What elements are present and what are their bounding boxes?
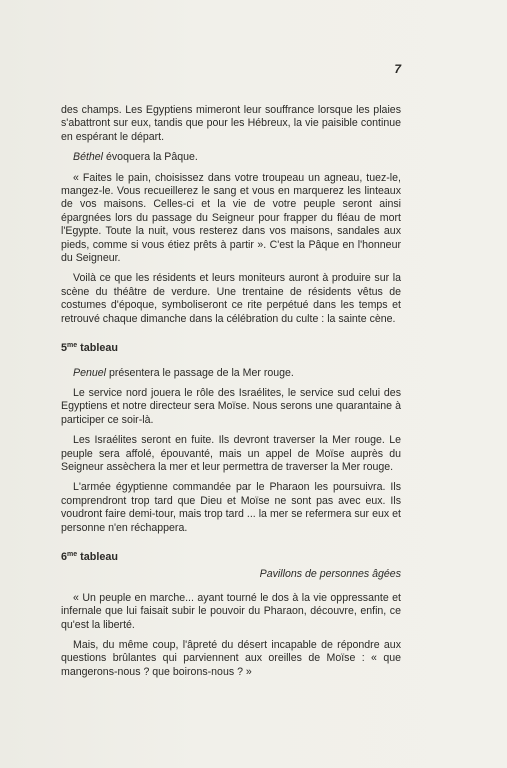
paragraph-text: présentera le passage de la Mer rouge. [106, 366, 294, 379]
section-subtitle: Pavillons de personnes âgées [259, 568, 401, 581]
paragraph: « Faites le pain, choisissez dans votre troupeau un agneau, tuez-le, mangez-le. Vous recueillerez le sang et vous en marquerez les linteaux de vos maisons. Celles-ci et la vie de votre peuple seront ainsi épargnées lors du passage du Seigneur pour frapper du fléau de mort l'Egypte. Toute la nuit, vous resterez dans vos maisons, sandales aux pieds, comme si vous étiez prêts à partir ». C'est la Pâque en l'honneur du Seigneur. [61, 171, 401, 265]
heading-ordinal: me [67, 342, 78, 350]
heading-number: 6 [61, 550, 68, 563]
section-heading-5 [61, 339, 401, 355]
heading-ordinal: me [67, 550, 78, 558]
heading-word: tableau [77, 550, 118, 563]
paragraph: Les Israélites seront en fuite. Ils devront traverser la Mer rouge. Le peuple sera affolé, épouvanté, mais un appel de Moïse auprès du Seigneur assèchera la mer et leur permettra de traverser la Mer rouge. [61, 434, 401, 473]
paragraph: Voilà ce que les résidents et leurs moniteurs auront à produire sur la scène du théâtre de verdure. Une trentaine de résidents vêtus de costumes d'époque, symboliseront ce rite perpétué dans les temps et retrouvé chaque dimanche dans la célébration du culte : la sainte cène. [61, 272, 401, 325]
page-number: 7 [394, 62, 401, 76]
heading-number: 5 [61, 342, 68, 355]
place-name: Penuel [73, 366, 106, 379]
paragraph: Le service nord jouera le rôle des Israélites, le service sud celui des Egyptiens et notre directeur sera Moïse. Nous serons une quarantaine à participer ce soir-là. [61, 386, 401, 426]
paragraph-text: évoquera la Pâque. [103, 151, 198, 164]
section-heading-6 [61, 548, 401, 564]
body-text [61, 104, 401, 686]
paragraph: des champs. Les Egyptiens mimeront leur souffrance lorsque les plaies s'abattront sur eux, tandis que pour les Hébreux, la vie paisible continue en espérant le départ. [61, 104, 401, 143]
paragraph: L'armée égyptienne commandée par le Pharaon les poursuivra. Ils comprendront trop tard que Dieu et Moïse ne sont pas avec eux. Ils voudront faire demi-tour, mais trop tard ... la mer se refermera sur eux et personne n'en réchappera. [61, 481, 401, 534]
paragraph [61, 151, 401, 164]
heading-word: tableau [77, 342, 118, 355]
place-name: Béthel [73, 151, 104, 164]
paragraph: « Un peuple en marche... ayant tourné le dos à la vie oppressante et infernale que lui faisait subir le pouvoir du Pharaon, découvre, enfin, ce qu'est la liberté. [61, 591, 401, 631]
paragraph: Mais, du même coup, l'âpreté du désert incapable de répondre aux questions brûlantes qui parviennent aux oreilles de Moïse : « que mangerons-nous ? que boirons-nous ? » [61, 639, 401, 678]
paragraph [61, 367, 401, 380]
